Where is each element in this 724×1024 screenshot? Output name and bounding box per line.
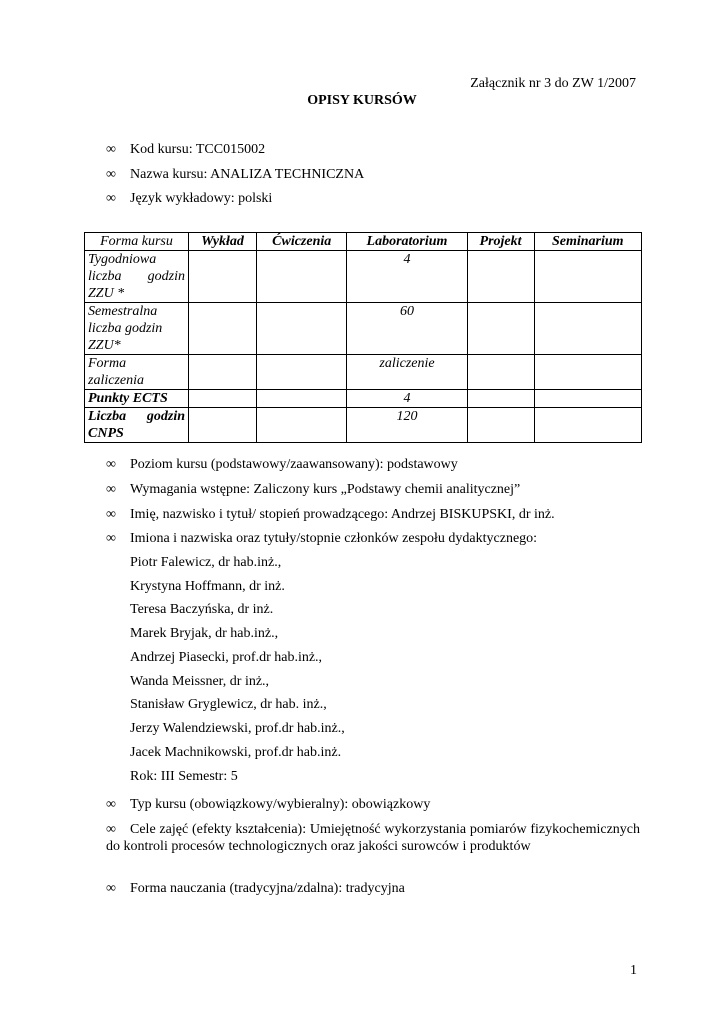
row-label-line: liczba godzin [88,321,163,336]
table-cell: 4 [347,251,467,303]
attachment-note: Załącznik nr 3 do ZW 1/2007 [470,76,636,91]
course-language [106,191,272,207]
course-type-text: Typ kursu (obowiązkowy/wybieralny): obowiązkowy [130,797,431,812]
infinity-bullet-icon: ∞ [106,822,116,837]
infinity-bullet-icon: ∞ [106,142,116,157]
table-cell: zaliczenie [347,355,467,390]
teaching-form [106,881,405,897]
infinity-bullet-icon: ∞ [106,881,116,896]
infinity-bullet-icon: ∞ [106,797,116,812]
table-cell [534,408,641,443]
table-cell [257,408,347,443]
requirements-text: Wymagania wstępne: Zaliczony kurs „Podstawy chemii analitycznej” [130,482,521,497]
column-header: Seminarium [534,233,641,251]
table-cell [189,303,257,355]
table-row [85,355,642,390]
year-semester: Rok: III Semestr: 5 [130,769,238,784]
row-label [85,408,189,443]
team-member: Marek Bryjak, dr hab.inż., [130,626,279,641]
row-label-line: Punkty ECTS [88,391,168,406]
table-cell [534,390,641,408]
team-heading [106,531,537,547]
row-label [85,355,189,390]
row-label-line: CNPS [88,426,124,441]
team-member: Jerzy Walendziewski, prof.dr hab.inż., [130,721,345,736]
column-header: Wykład [189,233,257,251]
table-cell [257,251,347,303]
row-label-line: Forma [88,356,127,371]
infinity-bullet-icon: ∞ [106,482,116,497]
table-cell [534,355,641,390]
row-label-line: zaliczenia [88,373,144,388]
requirements [106,482,520,498]
page-title: OPISY KURSÓW [307,93,417,108]
row-label [85,303,189,355]
lecturer-text: Imię, nazwisko i tytuł/ stopień prowadzącego: Andrzej BISKUPSKI, dr inż. [130,507,555,522]
table-cell [467,408,534,443]
lecturer [106,507,555,523]
table-cell [189,251,257,303]
team-member: Stanisław Gryglewicz, dr hab. inż., [130,697,327,712]
course-code [106,142,265,158]
table-cell [189,390,257,408]
course-level [106,457,458,473]
team-member: Wanda Meissner, dr inż., [130,674,270,689]
team-member: Krystyna Hoffmann, dr inż. [130,579,285,594]
table-cell [467,303,534,355]
course-language-text: Język wykładowy: polski [130,191,273,206]
team-heading-text: Imiona i nazwiska oraz tytuły/stopnie członków zespołu dydaktycznego: [130,531,538,546]
row-label-line: ZZU * [88,286,125,301]
infinity-bullet-icon: ∞ [106,531,116,546]
row-label-line: liczba godzin [88,269,185,284]
table-cell [467,390,534,408]
table-cell [467,251,534,303]
course-goals [106,821,640,855]
infinity-bullet-icon: ∞ [106,457,116,472]
column-header: Forma kursu [85,233,189,251]
team-member: Piotr Falewicz, dr hab.inż., [130,555,282,570]
row-label [85,251,189,303]
table-cell [257,303,347,355]
course-code-text: Kod kursu: TCC015002 [130,142,266,157]
team-member: Andrzej Piasecki, prof.dr hab.inż., [130,650,323,665]
course-type [106,797,430,813]
table-header-row [85,233,642,251]
table-row [85,251,642,303]
table-cell [534,251,641,303]
teaching-form-text: Forma nauczania (tradycyjna/zdalna): tradycyjna [130,881,405,896]
team-member: Jacek Machnikowski, prof.dr hab.inż. [130,745,342,760]
table-row [85,408,642,443]
row-label-line: ZZU* [88,338,121,353]
table-cell [257,355,347,390]
infinity-bullet-icon: ∞ [106,191,116,206]
column-header: Projekt [467,233,534,251]
column-header: Ćwiczenia [257,233,347,251]
table-cell [534,303,641,355]
table-cell: 4 [347,390,467,408]
row-label [85,390,189,408]
table-row [85,303,642,355]
table-cell: 120 [347,408,467,443]
table-cell [257,390,347,408]
row-label-line: Semestralna [88,304,158,319]
page-number: 1 [630,963,637,978]
infinity-bullet-icon: ∞ [106,167,116,182]
course-level-text: Poziom kursu (podstawowy/zaawansowany): podstawowy [130,457,458,472]
row-label-line: Tygodniowa [88,252,157,267]
table-cell [189,355,257,390]
course-name-text: Nazwa kursu: ANALIZA TECHNICZNA [130,167,365,182]
table-cell: 60 [347,303,467,355]
course-name [106,167,364,183]
team-member: Teresa Baczyńska, dr inż. [130,602,274,617]
row-label-line: Liczba godzin [88,409,185,424]
course-forms-table [84,232,642,443]
table-cell [189,408,257,443]
table-cell [467,355,534,390]
column-header: Laboratorium [347,233,467,251]
infinity-bullet-icon: ∞ [106,507,116,522]
table-row [85,390,642,408]
course-goals-text: Cele zajęć (efekty kształcenia): Umiejętność wykorzystania pomiarów fizykochemicznych do kontroli procesów technologicznych oraz jakości surowców i produktów [106,822,640,854]
